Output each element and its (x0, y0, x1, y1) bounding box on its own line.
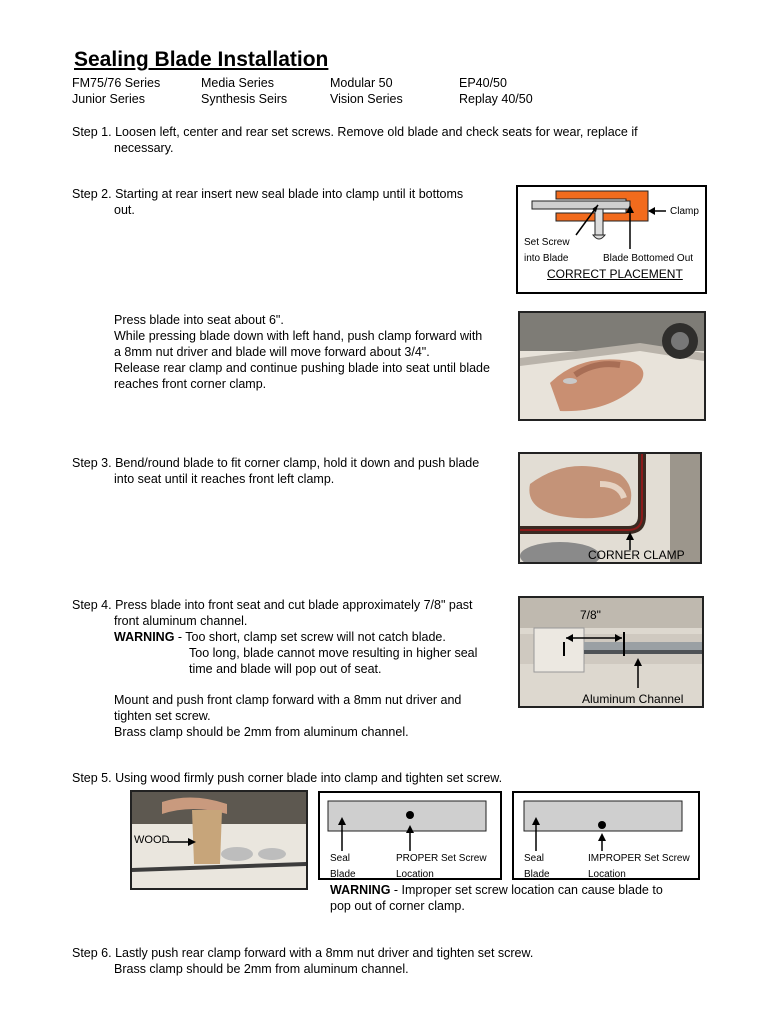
series-item: FM75/76 Series (72, 76, 161, 90)
set-screw-shape (595, 209, 603, 235)
correct-placement-caption: CORRECT PLACEMENT (547, 267, 683, 281)
improper-screw-drawing (514, 793, 698, 878)
step-2-press-line: Release rear clamp and continue pushing blade into seat until blade (114, 361, 490, 375)
step-5-warning-line: pop out of corner clamp. (330, 899, 465, 913)
blade-label: Blade (330, 869, 356, 880)
series-item: Replay 40/50 (459, 92, 533, 106)
series-item: Media Series (201, 76, 274, 90)
aluminum-channel-label: Aluminum Channel (582, 692, 684, 706)
dimension-label: 7/8" (580, 608, 601, 622)
step-3-line: into seat until it reaches front left clamp. (114, 472, 335, 486)
corner-clamp-photo (518, 452, 702, 564)
step-5-warning-line (330, 882, 663, 898)
improper-screw-diagram (512, 791, 700, 880)
series-item: Synthesis Seirs (201, 92, 288, 106)
step-2-press (114, 312, 490, 392)
wood-label: WOOD (134, 834, 170, 846)
step-1-line: Step 1. Loosen left, center and rear set screws. Remove old blade and check seats for wear, replace if (72, 125, 638, 139)
step-4-warning (72, 629, 477, 645)
series-item: Vision Series (330, 92, 403, 106)
step-6 (72, 945, 533, 977)
improper-screw-label: IMPROPER Set Screw (588, 853, 690, 864)
step-4-mount-line: tighten set screw. (114, 709, 211, 723)
step-2 (72, 186, 463, 218)
seal-label: Seal (524, 853, 545, 864)
warning-text: - Improper set screw location can cause blade to (390, 883, 663, 897)
step-2-line: Step 2. Starting at rear insert new seal blade into clamp until it bottoms (72, 187, 464, 201)
press-blade-image (520, 313, 704, 419)
step-3 (72, 455, 479, 487)
series-item: Junior Series (72, 92, 145, 106)
series-item: Modular 50 (330, 76, 393, 90)
step-4-warning-line: Too long, blade cannot move resulting in higher seal (189, 646, 478, 660)
warning-label: WARNING (114, 630, 175, 644)
set-screw-label: Set Screw (524, 237, 570, 248)
series-item: EP40/50 (459, 76, 507, 90)
location-label: Location (396, 869, 434, 880)
step-2-press-line: While pressing blade down with left hand, push clamp forward with (114, 329, 483, 343)
corner-clamp-image (520, 454, 700, 562)
corner-clamp-label: CORNER CLAMP (588, 548, 685, 562)
step-4-mount (114, 692, 461, 740)
press-blade-photo (518, 311, 706, 421)
clamp-label: Clamp (670, 206, 699, 217)
aluminum-channel-photo (518, 596, 704, 708)
step-2-press-line: a 8mm nut driver and blade will move forward about 3/4". (114, 345, 430, 359)
step-6-line: Brass clamp should be 2mm from aluminum channel. (114, 962, 409, 976)
proper-screw-label: PROPER Set Screw (396, 853, 487, 864)
step-4-mount-line: Mount and push front clamp forward with a 8mm nut driver and (114, 693, 462, 707)
blade-shape (532, 201, 630, 209)
step-4-line: front aluminum channel. (114, 614, 248, 628)
correct-placement-diagram (516, 185, 707, 294)
seal-label: Seal (330, 853, 351, 864)
step-5-warning (330, 882, 663, 914)
location-label: Location (588, 869, 626, 880)
wood-photo (130, 790, 308, 890)
step-5-line: Step 5. Using wood firmly push corner blade into clamp and tighten set screw. (72, 771, 503, 785)
step-1-line: necessary. (114, 141, 174, 155)
warning-text: - Too short, clamp set screw will not catch blade. (174, 630, 446, 644)
bottomed-label: Blade Bottomed Out (603, 253, 694, 264)
set-screw-head (593, 235, 605, 239)
step-2-press-line: Press blade into seat about 6". (114, 313, 284, 327)
step-3-line: Step 3. Bend/round blade to fit corner clamp, hold it down and push blade (72, 456, 480, 470)
step-2-press-line: reaches front corner clamp. (114, 377, 267, 391)
proper-screw-drawing (320, 793, 500, 878)
set-screw-label: into Blade (524, 253, 569, 264)
page-title: Sealing Blade Installation (74, 48, 329, 71)
warning-label: WARNING (330, 883, 391, 897)
blade-label: Blade (524, 869, 550, 880)
aluminum-channel-image (520, 598, 702, 706)
step-2-line: out. (114, 203, 135, 217)
step-4-warning-line: time and blade will pop out of seat. (189, 662, 382, 676)
step-6-line: Step 6. Lastly push rear clamp forward with a 8mm nut driver and tighten set screw. (72, 946, 534, 960)
proper-screw-diagram (318, 791, 502, 880)
step-4-line: Step 4. Press blade into front seat and cut blade approximately 7/8" past (72, 598, 473, 612)
step-4-mount-line: Brass clamp should be 2mm from aluminum channel. (114, 725, 409, 739)
step-4 (72, 597, 477, 677)
step-1 (72, 124, 638, 156)
